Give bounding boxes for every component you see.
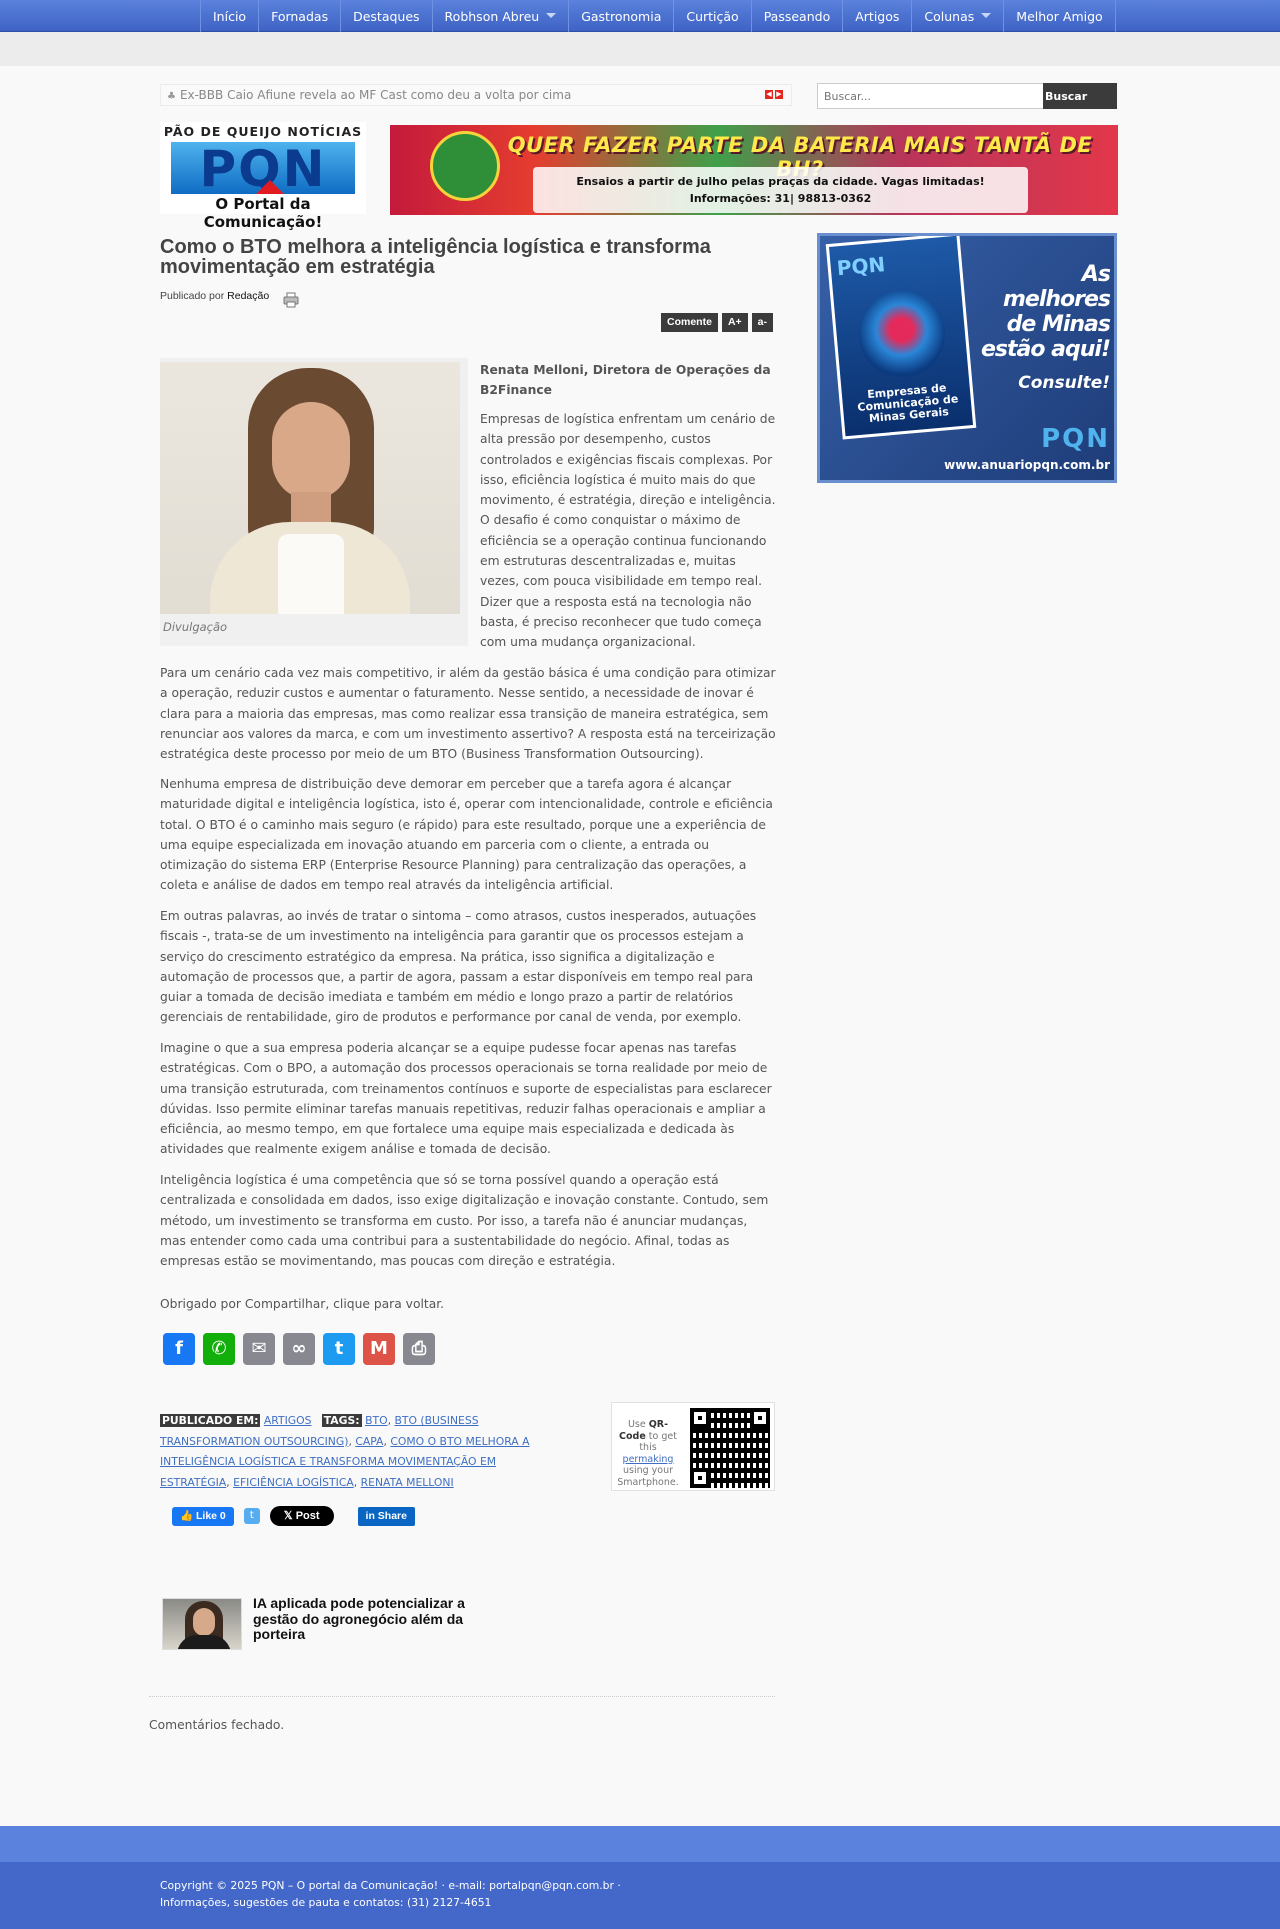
print-icon[interactable] <box>283 292 299 308</box>
thumbs-up-icon: 👍 <box>180 1509 196 1522</box>
print-icon[interactable]: ⎙ <box>403 1333 435 1365</box>
email-icon[interactable]: ✉ <box>243 1333 275 1365</box>
share-thanks-text: Obrigado por Compartilhar, clique para voltar. <box>160 1297 445 1311</box>
chevron-down-icon <box>546 13 556 18</box>
article-byline: Publicado por Redação <box>160 290 270 302</box>
article-paragraph: Imagine o que a sua empresa poderia alcançar se a equipe pudesse focar apenas nas tarefas estratégicas. Com o BPO, a automação dos processos operacionais se torna realidade por meio de uma transição estruturada, com treinamentos contínuos e suporte de especialistas para esclarecer dúvidas. Isso permite eliminar tarefas manuais repetitivas, reduzir falhas operacionais e ampliar a eficiência, ao mesmo tempo, em que fortalece uma equipe mais especializada e dedicada às atividades que realmente exigem análise e tomada de decisão. <box>160 1041 772 1157</box>
sidebar-ad[interactable] <box>817 233 1117 483</box>
logo-triangle-icon <box>256 180 284 194</box>
lead-author-name: Renata Melloni, Diretora de Operações da B2Finance <box>480 363 771 397</box>
header-band <box>0 32 1280 66</box>
author-link[interactable]: Redação <box>227 290 270 302</box>
ticker-controls <box>765 90 783 99</box>
cover-title: PQN <box>835 252 887 281</box>
twitter-icon[interactable]: t <box>323 1333 355 1365</box>
tag-link[interactable]: BTO <box>365 1414 388 1427</box>
footer-contact: Informações, sugestões de pauta e contatos: (31) 2127-4651 <box>160 1896 492 1909</box>
nav-item-artigos[interactable]: Artigos <box>843 0 912 32</box>
whatsapp-icon[interactable]: ✆ <box>203 1333 235 1365</box>
site-logo[interactable] <box>160 122 366 231</box>
nav-item-passeando[interactable]: Passeando <box>752 0 844 32</box>
qr-corner <box>750 1408 770 1428</box>
post-meta: PUBLICADO EM: ARTIGOS TAGS: BTO, BTO (BUSINESS TRANSFORMATION OUTSOURCING), CAPA, COMO O BTO MELHORA A INTELIGÊNCIA LOGÍSTICA E TRANSFORMA MOVIMENTAÇÃO EM ESTRATÉGIA, EFICIÊNCIA LOGÍSTICA, RENATA MELLONI <box>160 1414 530 1489</box>
nav-item-melhor-amigo[interactable]: Melhor Amigo <box>1004 0 1115 32</box>
nav-item-curticao[interactable]: Curtição <box>674 0 751 32</box>
cover-subtitle: Empresas de Comunicação de Minas Gerais <box>856 381 959 426</box>
tag-link[interactable]: RENATA MELLONI <box>360 1475 454 1489</box>
logo-tagline: PÃO DE QUEIJO NOTÍCIAS <box>163 124 363 139</box>
banner-ad[interactable] <box>390 125 1118 215</box>
article-paragraph: Empresas de logística enfrentam um cenário de alta pressão por desempenho, custos controlados e exigências fiscais complexas. Por isso, eficiência logística é muito mais do que movimento, é estratégia, direção e inteligência. O desafio é como conquistar o máximo de eficiência se a operação continua funcionando em estruturas descentralizadas e, muitas vezes, com pouca visibilidade em tempo real. Dizer que a resposta está na tecnologia não basta, é preciso reconhecer que tudo começa com uma mudança organizacional. <box>480 412 776 650</box>
category-link[interactable]: ARTIGOS <box>263 1414 312 1427</box>
tag-link[interactable]: COMO O BTO MELHORA A INTELIGÊNCIA LOGÍSTICA E TRANSFORMA MOVIMENTAÇÃO EM ESTRATÉGIA <box>160 1434 530 1489</box>
nav-item-gastronomia[interactable]: Gastronomia <box>569 0 674 32</box>
comment-button[interactable]: Comente <box>661 313 718 332</box>
banner-info-box <box>533 167 1028 213</box>
banner-headline: QUER FAZER PARTE DA BATERIA MAIS TANTÃ DE <box>507 133 1093 157</box>
globe-icon <box>855 287 948 380</box>
social-widgets <box>172 1506 415 1526</box>
footer-copyright: Copyright © 2025 PQN – O portal da Comunicação! · e-mail: portalpqn@pqn.com.br · <box>160 1879 621 1892</box>
banner-line-1: Ensaios a partir de julho pelas praças da cidade. Vagas limitadas! <box>576 175 985 188</box>
yearbook-cover <box>826 233 977 439</box>
article-tools <box>661 313 773 332</box>
ad-logo: PQN <box>1041 424 1110 454</box>
nav-item-colunas[interactable]: Colunas <box>912 0 1004 32</box>
news-ticker <box>160 84 792 106</box>
nav-item-fornadas[interactable]: Fornadas <box>259 0 341 32</box>
article-paragraph: Para um cenário cada vez mais competitivo, ir além da gestão básica é uma condição para otimizar a operação, reduzir custos e aumentar o faturamento. Nesse sentido, a necessidade de inovar é clara para a maioria das empresas, mas como realizar essa transição de maneira estratégica, sem renunciar aos valores da marca, e com um investimento assertivo? A resposta está na terceirização estratégica deste processo por meio de um BTO (Business Transformation Outsourcing). <box>160 666 776 762</box>
ticker-link[interactable]: Ex-BBB Caio Afiune revela ao MF Cast como deu a volta por cima <box>179 88 572 102</box>
published-label: PUBLICADO EM: <box>162 1414 259 1427</box>
qr-corner <box>690 1468 710 1488</box>
qr-instructions: Use QR-Code to get this permaking using your Smartphone. <box>617 1419 679 1488</box>
article-title: Como o BTO melhora a inteligência logística e transforma movimentação em estratégia <box>160 236 711 278</box>
ticker-bullet-icon: ♣ <box>167 91 176 102</box>
tag-link[interactable]: EFICIÊNCIA LOGÍSTICA <box>233 1475 354 1489</box>
photo-caption: Divulgação <box>163 620 228 634</box>
linkedin-icon: in <box>365 1509 378 1522</box>
nav-menu <box>200 0 1116 32</box>
article-paragraph: Nenhuma empresa de distribuição deve demorar em perceber que a tarefa agora é alcançar maturidade digital e inteligência logística, isto é, operar com intencionalidade, controle e eficiência total. O BTO é o caminho mais seguro (e rápido) para este resultado, porque une a experiência de uma equipe especializada em inovação atuando em parceria com o cliente, a entrada ou otimização do sistema ERP (Enterprise Resource Planning) para centralização das operações, a coleta e análise de dados em tempo real através da inteligência artificial. <box>160 777 773 893</box>
tag-link[interactable]: BTO (BUSINESS TRANSFORMATION OUTSOURCING) <box>160 1414 479 1448</box>
x-logo-icon: 𝕏 <box>283 1510 296 1522</box>
related-post-title[interactable]: IA aplicada pode potencializar a gestão do agronegócio além da porteira <box>253 1595 465 1642</box>
banner-mascot-icon <box>430 131 500 201</box>
font-increase-button[interactable]: A+ <box>722 313 748 332</box>
tags-label: TAGS: <box>323 1414 360 1427</box>
ad-headline: As melhores de Minas estão aqui! <box>981 262 1110 362</box>
chevron-down-icon <box>981 13 991 18</box>
search-input[interactable] <box>817 83 1044 109</box>
share-buttons <box>163 1333 435 1365</box>
related-post-thumbnail[interactable] <box>162 1598 242 1650</box>
ad-url: www.anuariopqn.com.br <box>944 458 1110 472</box>
facebook-like-button[interactable]: 👍 Like 0 <box>172 1507 234 1526</box>
qr-code-box <box>611 1402 775 1491</box>
x-post-button[interactable]: 𝕏 Post <box>270 1506 334 1526</box>
tag-link[interactable]: CAPA <box>355 1434 384 1448</box>
ticker-prev-icon[interactable]: ◀ <box>766 90 772 98</box>
linkedin-share-button[interactable]: in Share <box>358 1507 415 1526</box>
logo-subtitle: O Portal da Comunicação! <box>203 195 323 231</box>
nav-item-robhson-abreu[interactable]: Robhson Abreu <box>433 0 570 32</box>
facebook-icon[interactable]: f <box>163 1333 195 1365</box>
ticker-next-icon[interactable]: ▶ <box>776 90 782 98</box>
top-navigation <box>0 0 1280 32</box>
permalink-link[interactable]: permaking <box>622 1453 674 1465</box>
logo-mark: PQN <box>171 142 355 194</box>
gmail-icon[interactable]: M <box>363 1333 395 1365</box>
nav-item-destaques[interactable]: Destaques <box>341 0 432 32</box>
banner-line-2: Informações: 31| 98813-0362 <box>689 192 872 205</box>
article-paragraph: Em outras palavras, ao invés de tratar o sintoma – como atrasos, custos inesperados, autuações fiscais -, trata-se de um investimento na inteligência para garantir que os processos estejam a serviço do crescimento estratégico da empresa. Na prática, isso significa a digitalização e automação de processos que, a partir de agora, passam a estar disponíveis em tempo real para guiar a tomada de decisão imediata e também em médio e longo prazo a partir de relatórios gerenciais de rentabilidade, giro de produtos e performance por canal de venda, por exemplo. <box>160 909 757 1025</box>
font-decrease-button[interactable]: a- <box>752 313 773 332</box>
twitter-bird-icon[interactable]: t <box>244 1508 260 1524</box>
copy-link-icon[interactable]: ∞ <box>283 1333 315 1365</box>
nav-item-inicio[interactable]: Início <box>201 0 259 32</box>
qr-corner <box>690 1408 710 1428</box>
article-paragraph: Inteligência logística é uma competência que só se torna possível quando a operação está centralizada e consolidada em dados, isso exige digitalização e inovação constante. Contudo, sem método, um investimento se transforma em custo. Por isso, a tarefa não é anunciar mudanças, mas entender como cada uma contribui para a sustentabilidade do negócio. Afinal, todas as empresas estão se movimentando, mas poucas com direção e estratégia. <box>160 1173 769 1269</box>
divider <box>149 1696 775 1697</box>
comments-closed-text: Comentários fechado. <box>149 1718 285 1732</box>
site-footer <box>0 1826 1280 1929</box>
ad-consult: Consulte! <box>1018 373 1110 393</box>
author-photo <box>160 362 460 614</box>
search-button[interactable]: Buscar <box>1043 83 1117 109</box>
